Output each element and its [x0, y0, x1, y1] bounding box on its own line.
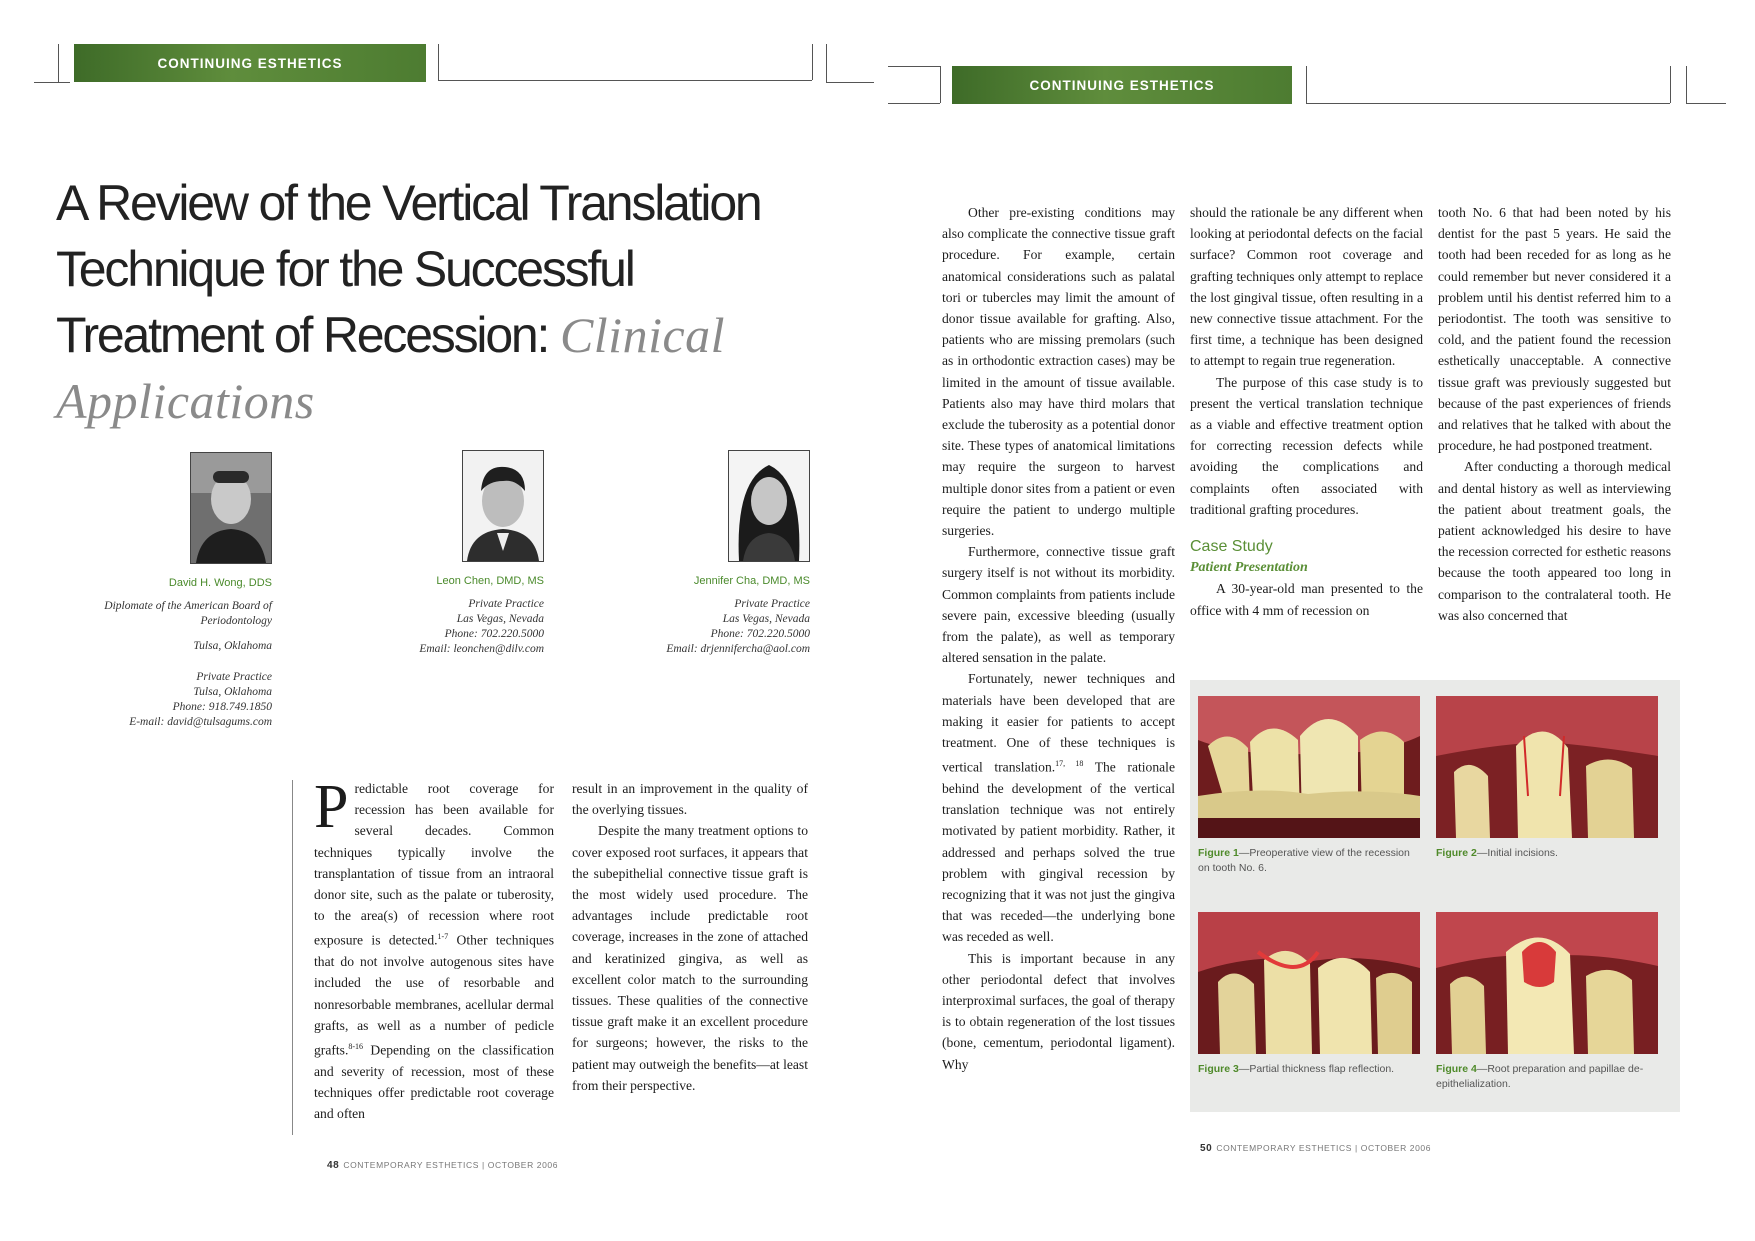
figure-label: Figure 4: [1436, 1063, 1477, 1075]
reference: 1-7: [437, 932, 449, 942]
page-number: 48: [327, 1160, 340, 1171]
header-rule: [812, 44, 813, 80]
figure-photo: [1436, 912, 1658, 1054]
caption-text: —Root preparation and papillae de-epithelialization.: [1436, 1063, 1644, 1090]
paragraph: [942, 668, 1175, 947]
paragraph: After conducting a thorough medical and dental history as well as interviewing the patient about treatment goals, the patient acknowledged his desire to have the recession corrected for esthetic reasons because the tooth appeared too long in comparison to the contralateral tooth. He was also concerned that: [1438, 459, 1671, 623]
figure-photo: [1198, 912, 1420, 1054]
paragraph: should the rationale be any different when looking at periodontal defects on the facial surface? Common root coverage and grafting techniques only attempt to replace the lost gingival tissue, often resulting in a new connective tissue attachment. For the first time, a technique has been designed to attempt to regain true regeneration.: [1190, 205, 1423, 369]
page-footer: [1200, 1143, 1431, 1154]
header-rule: [826, 44, 827, 82]
author-photo: [190, 452, 272, 564]
figure-photo: [1436, 696, 1658, 838]
figure-caption: [1198, 1062, 1420, 1077]
header-rule: [438, 80, 812, 81]
figure-label: Figure 3: [1198, 1063, 1239, 1075]
figure-caption: [1436, 1062, 1658, 1092]
header-rule: [1686, 66, 1687, 103]
header-rule: [34, 82, 70, 83]
header-rule: [1306, 66, 1307, 103]
author-card: [344, 450, 544, 657]
author-photo: [462, 450, 544, 562]
body-column-1: [942, 202, 1175, 1075]
paragraph: The purpose of this case study is to present the vertical translation technique as a viable and effective treatment option for correcting recession defects while avoiding the complications and complaints often associated with traditional grafting procedures.: [1190, 374, 1423, 517]
drop-cap: P: [314, 773, 349, 841]
caption-text: —Initial incisions.: [1476, 847, 1558, 859]
figure-label: Figure 1: [1198, 847, 1239, 859]
paragraph-text: Fortunately, newer techniques and materials have been developed that are making it easier for patients to accept treatment. One of these techniques is vertical translation.: [942, 671, 1175, 775]
author-contact: Private Practice Tulsa, Oklahoma Phone: 918.749.1850 E-mail: david@tulsagums.com: [129, 671, 272, 728]
figure-caption: [1436, 846, 1658, 861]
header-rule: [1670, 66, 1671, 103]
body-column-3: [1438, 202, 1671, 626]
footer-text: CONTEMPORARY ESTHETICS | OCTOBER 2006: [1216, 1143, 1432, 1153]
header-rule: [438, 44, 439, 80]
paragraph: Other techniques that do not involve autogenous sites have included the use of resorbable and nonresorbable membranes, acellular dermal grafts, as well as a number of pedicle grafts.: [314, 932, 554, 1058]
paragraph: tooth No. 6 that had been noted by his dentist for the past 5 years. He said the tooth had been receded for as long as he could remember but never considered it a problem until his dentist referred him to a periodontist. The tooth was sensitive to cold, and the patient found the recession esthetically unacceptable. A connective tissue graft was previously suggested but because of the past experiences of friends and relatives that he talked with about the procedure, he had postponed treatment.: [1438, 205, 1671, 454]
body-column-2: [1190, 202, 1423, 621]
subsection-heading: Patient Presentation: [1190, 560, 1308, 576]
title-subtitle: Clinical Applications: [56, 307, 726, 429]
section-label: CONTINUING ESTHETICS: [952, 66, 1292, 104]
page-footer: [327, 1160, 558, 1171]
paragraph: redictable root coverage for recession has been available for several decades. Common techniques typically involve the transplantation of tissue from an intraoral donor site, such as the palate or tuberosity, to the area(s) of recession where root exposure is detected.: [314, 781, 554, 948]
header-rule: [826, 82, 874, 83]
title-main: A Review of the Vertical Translation Technique for the Successful Treatment of Recession:: [56, 175, 761, 363]
header-rule: [940, 66, 941, 103]
article-title: [56, 170, 836, 434]
header-rule: [888, 103, 940, 104]
header-rule: [1306, 103, 1670, 104]
page-number: 50: [1200, 1143, 1213, 1154]
author-card: [610, 450, 810, 657]
paragraph: Furthermore, connective tissue graft surgery itself is not without its morbidity. Common complaints from patients include severe pain, excessive bleeding (usually from the palate), as well as temporary altered sensation in the palate.: [942, 544, 1175, 666]
caption-text: —Preoperative view of the recession on tooth No. 6.: [1198, 847, 1410, 874]
paragraph: Depending on the classification and severity of recession, most of these techniques offer predictable root coverage and often: [314, 1042, 554, 1122]
paragraph: A 30-year-old man presented to the office with 4 mm of recession on: [1190, 581, 1423, 618]
author-contact: Private Practice Las Vegas, Nevada Phone: 702.220.5000 Email: drjennifercha@aol.com: [666, 598, 810, 655]
header-rule: [58, 44, 59, 82]
paragraph: This is important because in any other periodontal defect that involves interproximal surfaces, the goal of therapy is to obtain regeneration of the lost tissues (bone, cementum, periodontal ligament). Why: [942, 950, 1175, 1072]
author-contact: Private Practice Las Vegas, Nevada Phone: 702.220.5000 Email: leonchen@dilv.com: [419, 598, 544, 655]
section-heading: Case Study: [1190, 538, 1273, 556]
author-location: Tulsa, Oklahoma: [193, 640, 272, 652]
caption-text: —Partial thickness flap reflection.: [1238, 1063, 1395, 1075]
paragraph: result in an improvement in the quality of the overlying tissues.: [572, 781, 808, 818]
body-column-1: [314, 773, 554, 1124]
paragraph: Other pre-existing conditions may also complicate the connective tissue graft procedure. For example, certain anatomical considerations such as palatal tori or tubercles may limit the amount of donor tissue available for grafting. Also, patients who are missing premolars (such as in orthodontic extraction cases) may be limited in the amount of tissue available. Patients also may have third molars that exclude the tuberosity as a potential donor site. These types of anatomical limitations may require the surgeon to harvest multiple donor sites from a patient or even require the patient to undergo multiple surgeries.: [942, 205, 1175, 539]
paragraph-text: The rationale behind the development of the vertical translation technique was not entirely motivated by patient morbidity. Rather, it addressed and perhaps solved the true problem with gingival recession by recognizing that it was not just the gingiva that was receded—the underlying bone was receded as well.: [942, 759, 1175, 945]
author-photo: [728, 450, 810, 562]
author-card: [72, 452, 272, 730]
header-rule: [888, 66, 940, 67]
figure-label: Figure 2: [1436, 847, 1477, 859]
author-affiliation: Diplomate of the American Board of Periodontology: [104, 600, 272, 627]
reference: 17, 18: [1055, 759, 1084, 769]
author-name: David H. Wong, DDS: [168, 577, 272, 589]
figure-photo: [1198, 696, 1420, 838]
section-label: CONTINUING ESTHETICS: [74, 44, 426, 82]
author-name: Jennifer Cha, DMD, MS: [693, 575, 810, 587]
column-rule: [292, 780, 293, 1135]
author-name: Leon Chen, DMD, MS: [436, 575, 544, 587]
body-column-2: [572, 778, 808, 1096]
paragraph: Despite the many treatment options to cover exposed root surfaces, it appears that the subepithelial connective tissue graft is the most widely used procedure. The advantages include predictable root coverage, increases in the zone of attached and keratinized gingiva, as well as excellent color match to the surrounding tissues. These qualities of the connective tissue graft make it an excellent procedure for surgeons; however, the risks to the patient may outweigh the benefits—at least from their perspective.: [572, 823, 808, 1093]
header-rule: [1686, 103, 1726, 104]
figure-caption: [1198, 846, 1420, 876]
reference: 8-16: [348, 1041, 364, 1051]
footer-text: CONTEMPORARY ESTHETICS | OCTOBER 2006: [343, 1160, 559, 1170]
